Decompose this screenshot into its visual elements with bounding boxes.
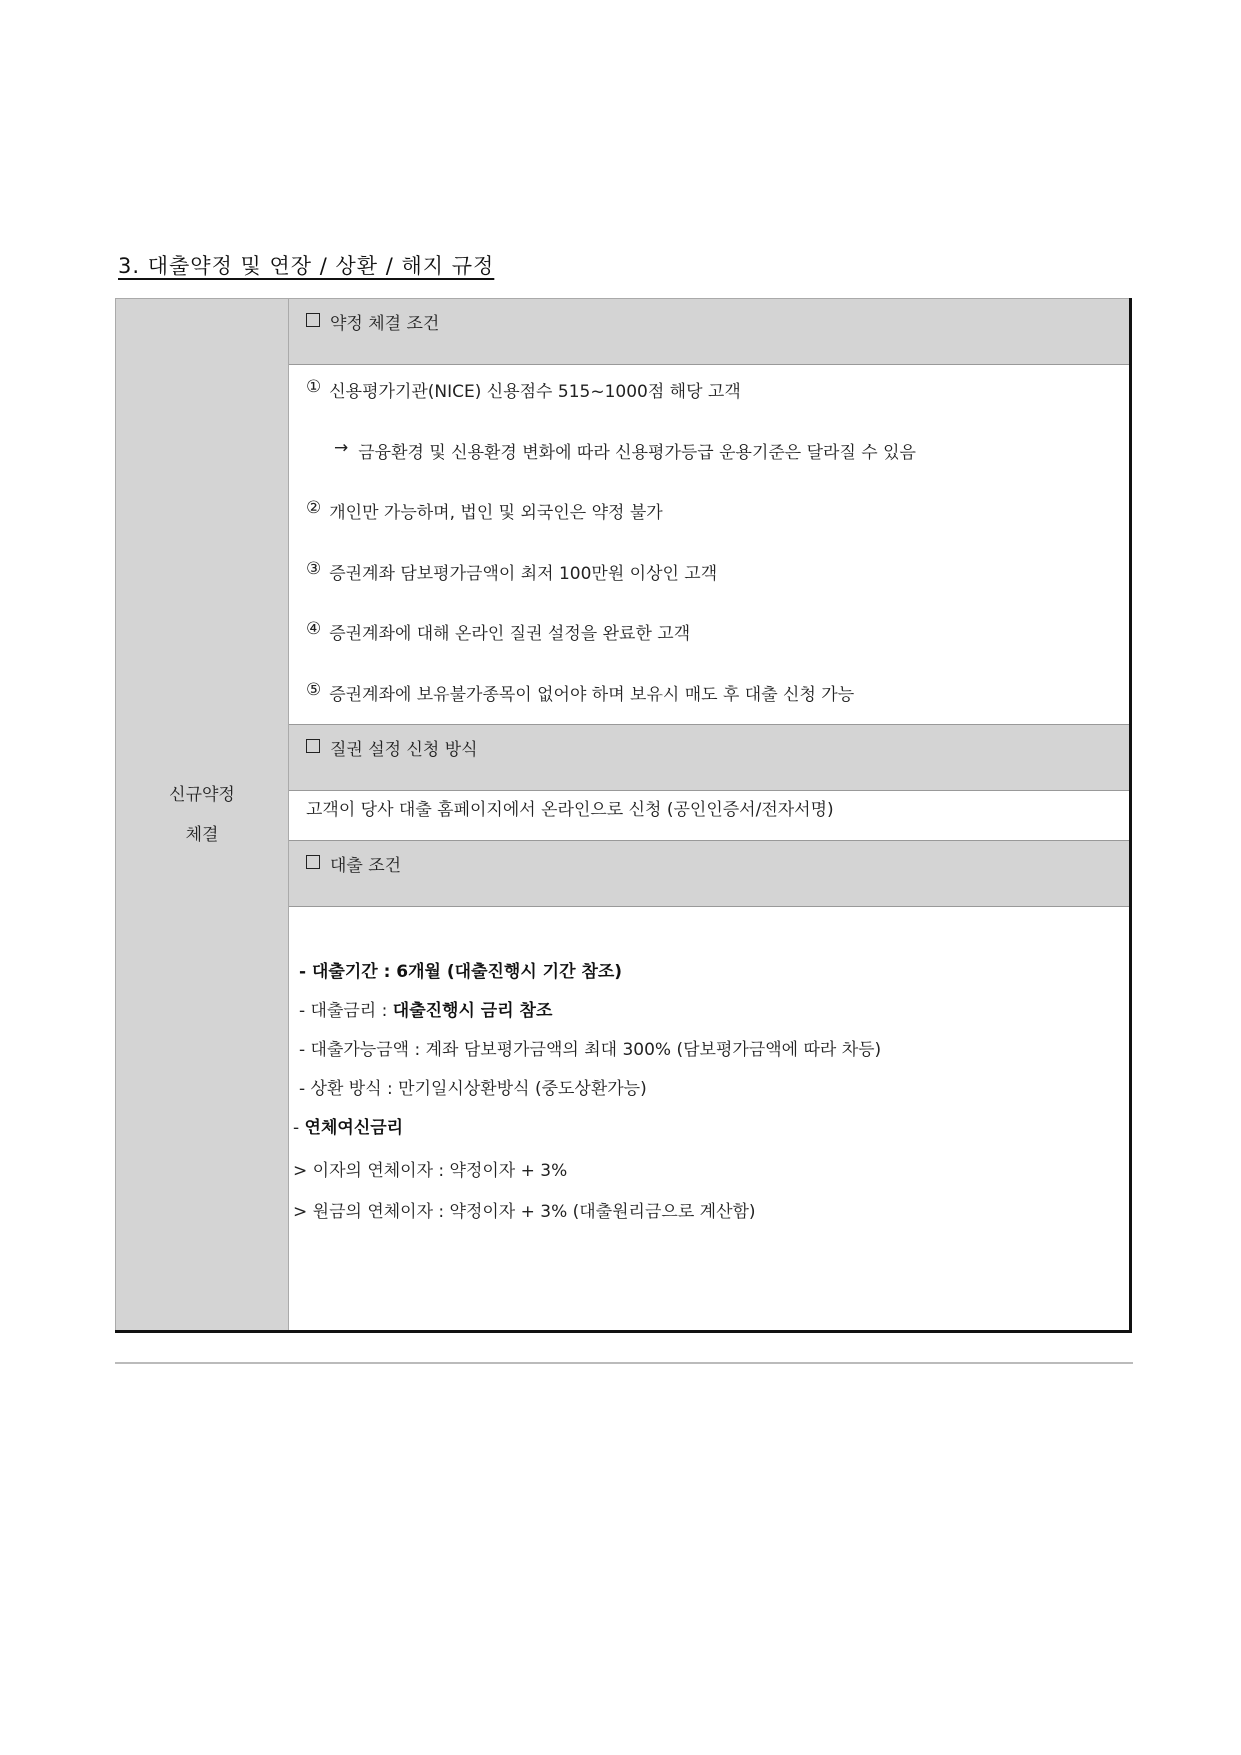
arrow-right-icon: →	[334, 437, 349, 458]
loan-rate-label: - 대출금리 :	[299, 1001, 393, 1021]
agreement-conditions-list	[289, 365, 1129, 725]
list-item	[306, 496, 1129, 557]
loan-rate-value: 대출진행시 금리 참조	[392, 1001, 553, 1021]
row-content-cell	[289, 299, 1131, 1332]
checkbox-icon	[306, 313, 320, 327]
item-text: 개인만 가능하며, 법인 및 외국인은 약정 불가	[329, 503, 663, 523]
item-number: ④	[306, 619, 322, 639]
checkbox-icon	[306, 855, 320, 869]
item-number: ⑤	[306, 679, 322, 700]
list-item	[306, 375, 1129, 436]
loan-terms-list	[289, 907, 1129, 1234]
loan-terms-header	[289, 841, 1129, 907]
list-item	[306, 617, 1129, 678]
section-title: 3. 대출약정 및 연장 / 상환 / 해지 규정	[118, 254, 495, 278]
loan-rate	[299, 996, 1129, 1035]
row-label-cell	[116, 299, 289, 1332]
pledge-method-header	[289, 725, 1129, 791]
overdue-rate-title	[293, 1113, 1129, 1152]
list-item-note	[306, 436, 1129, 497]
divider	[115, 1362, 1133, 1364]
item-text: 금융환경 및 신용환경 변화에 따라 신용평가등급 운용기준은 달라질 수 있음	[358, 442, 916, 463]
loan-period	[299, 957, 1129, 996]
repayment-method: - 상환 방식 : 만기일시상환방식 (중도상환가능)	[299, 1079, 647, 1099]
overdue-principal: > 원금의 연체이자 : 약정이자 + 3% (대출원리금으로 계산함)	[293, 1202, 756, 1222]
item-text: 신용평가기관(NICE) 신용점수 515~1000점 해당 고객	[329, 382, 741, 402]
overdue-interest: > 이자의 연체이자 : 약정이자 + 3%	[293, 1161, 568, 1181]
item-text: 증권계좌에 대해 온라인 질권 설정을 완료한 고객	[329, 624, 691, 644]
agreement-conditions-header	[289, 299, 1129, 365]
overdue-title: 연체여신금리	[304, 1118, 404, 1138]
loan-amount: - 대출가능금액 : 계좌 담보평가금액의 최대 300% (담보평가금액에 따라 차등)	[299, 1040, 882, 1060]
item-text: 증권계좌에 보유불가종목이 없어야 하며 보유시 매도 후 대출 신청 가능	[329, 684, 855, 705]
item-number: ①	[306, 377, 322, 397]
loan-terms-title: 대출 조건	[330, 856, 402, 876]
pledge-method-title: 질권 설정 신청 방식	[330, 740, 478, 760]
row-label-line1: 신규약정	[169, 784, 235, 805]
item-text: 증권계좌 담보평가금액이 최저 100만원 이상인 고객	[329, 563, 718, 584]
list-item	[306, 557, 1129, 618]
table-row	[116, 299, 1131, 1332]
agreement-conditions-title: 약정 체결 조건	[330, 314, 440, 334]
loan-rules-table	[115, 298, 1132, 1333]
pledge-method-text: 고객이 당사 대출 홈페이지에서 온라인으로 신청 (공인인증서/전자서명)	[289, 791, 1129, 841]
overdue-prefix: -	[293, 1118, 305, 1138]
loan-period-text: - 대출기간 : 6개월 (대출진행시 기간 참조)	[299, 962, 623, 982]
item-number: ③	[306, 558, 322, 579]
checkbox-icon	[306, 739, 320, 753]
item-number: ②	[306, 498, 322, 518]
row-label-line2: 체결	[185, 824, 219, 845]
